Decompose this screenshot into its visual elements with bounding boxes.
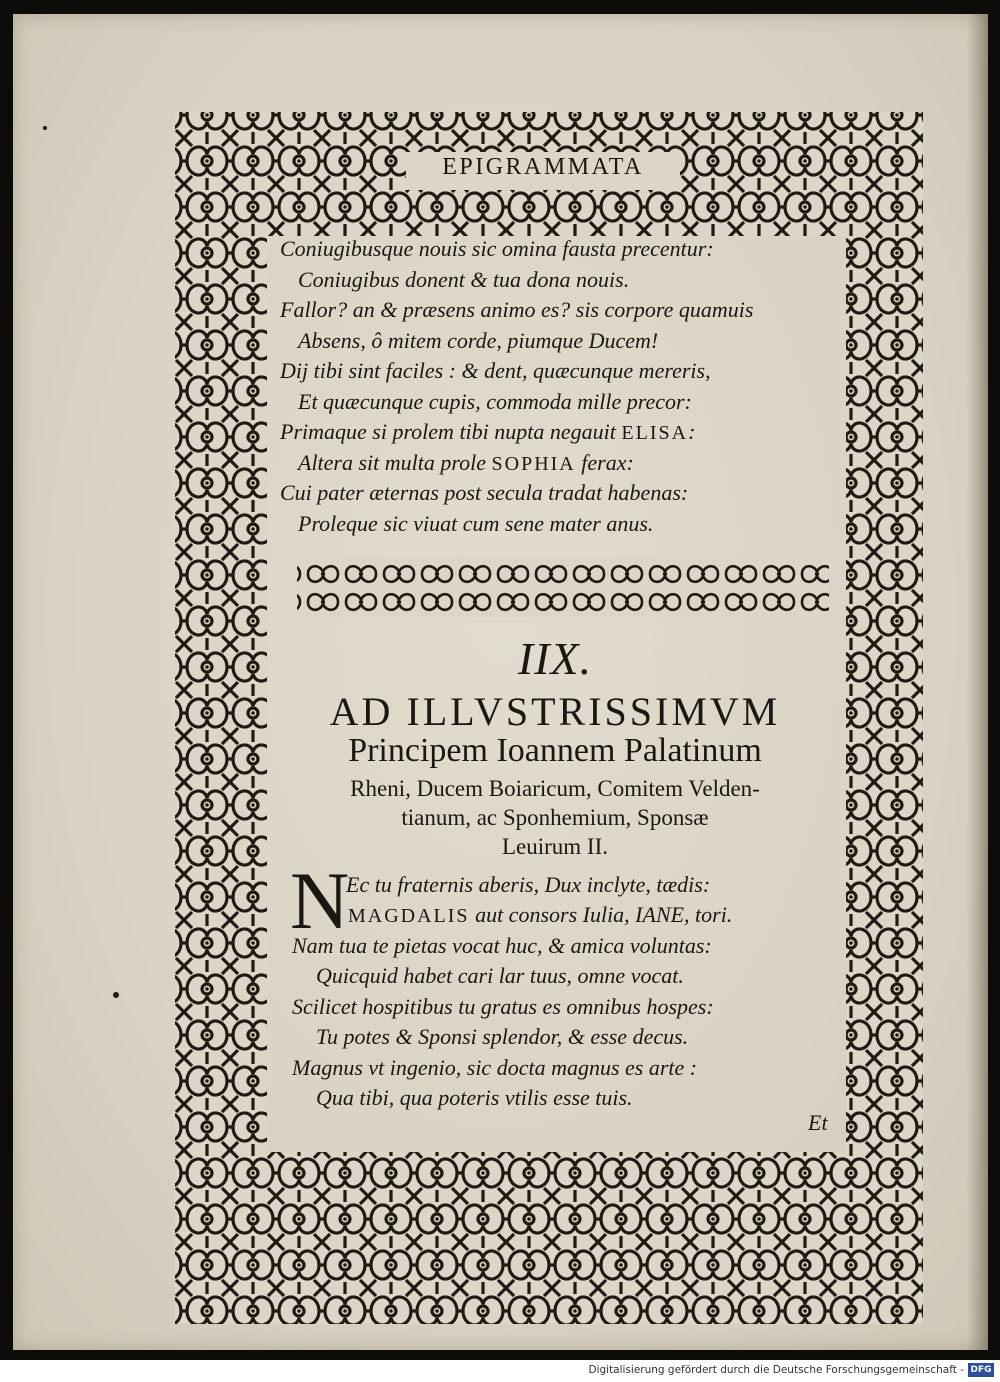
verse-proper-name: ELISA (621, 422, 689, 444)
verse-text: aut consors Iulia, IANE, tori. (469, 902, 733, 927)
drop-cap: N (290, 855, 350, 946)
border-right (846, 112, 923, 1324)
verse-line: Nam tua te pietas vocat huc, & amica voluntas: (292, 933, 712, 958)
verse-line: Coniugibusque nouis sic omina fausta precentur: (280, 236, 714, 261)
footer-credit: Digitalisierung gefördert durch die Deutsche Forschungsgemeinschaft - (588, 1364, 964, 1376)
verse-line: Dij tibi sint faciles : & dent, quæcunque mereris, (280, 358, 711, 383)
verse-line: Et quæcunque cupis, commoda mille precor: (298, 388, 692, 414)
verse-line (280, 419, 695, 445)
section-number: IIX. (517, 633, 593, 684)
verse-line: Magnus vt ingenio, sic docta magnus es arte : (292, 1055, 698, 1080)
verse-line: Cui pater æternas post secula tradat habenas: (280, 480, 689, 505)
dfg-logo: DFG (968, 1363, 994, 1377)
verse-proper-name: SOPHIA (491, 452, 576, 475)
heading-name: Principem Ioannem Palatinum (348, 732, 762, 769)
verse-line: Fallor? an & præsens animo es? sis corpore quamuis (280, 297, 754, 322)
verse-text: ferax: (575, 449, 634, 475)
section-divider-ornament (297, 557, 829, 617)
verse-text: Altera sit multa prole (298, 449, 492, 475)
verse-line: Proleque sic viuat cum sene mater anus. (298, 510, 654, 536)
verse-line: Coniugibus donent & tua dona nouis. (298, 266, 630, 292)
verse-line: Absens, ô mitem corde, piumque Ducem! (298, 327, 659, 353)
heading-line: Rheni, Ducem Boiaricum, Comitem Velden- (350, 776, 760, 801)
verse-line: Tu potes & Sponsi splendor, & esse decus. (316, 1024, 689, 1049)
heading-line: Leuirum II. (501, 834, 608, 859)
heading-dedication: AD ILLVSTRISSIMVM (329, 689, 781, 734)
catchword: Et (808, 1110, 828, 1135)
verse-line: Qua tibi, qua poteris vtilis esse tuis. (316, 1085, 633, 1110)
verse-line: Quicquid habet cari lar tuus, omne vocat. (316, 963, 684, 988)
border-bottom (175, 1152, 923, 1324)
verse-line (348, 902, 732, 928)
verse-line: Scilicet hospitibus tu gratus es omnibus hospes: (292, 994, 714, 1019)
running-head: EPIGRAMMATA (442, 154, 644, 180)
verse-line (298, 450, 634, 476)
border-left (175, 112, 267, 1324)
heading-line: tianum, ac Sponhemium, Sponsæ (401, 805, 709, 830)
verse-line: Ec tu fraternis aberis, Dux inclyte, tædis: (346, 872, 711, 897)
verse-proper-name: MAGDALIS (348, 905, 470, 927)
verse-text: : (688, 419, 696, 444)
verse-text: Primaque si prolem tibi nupta negauit (280, 419, 622, 444)
